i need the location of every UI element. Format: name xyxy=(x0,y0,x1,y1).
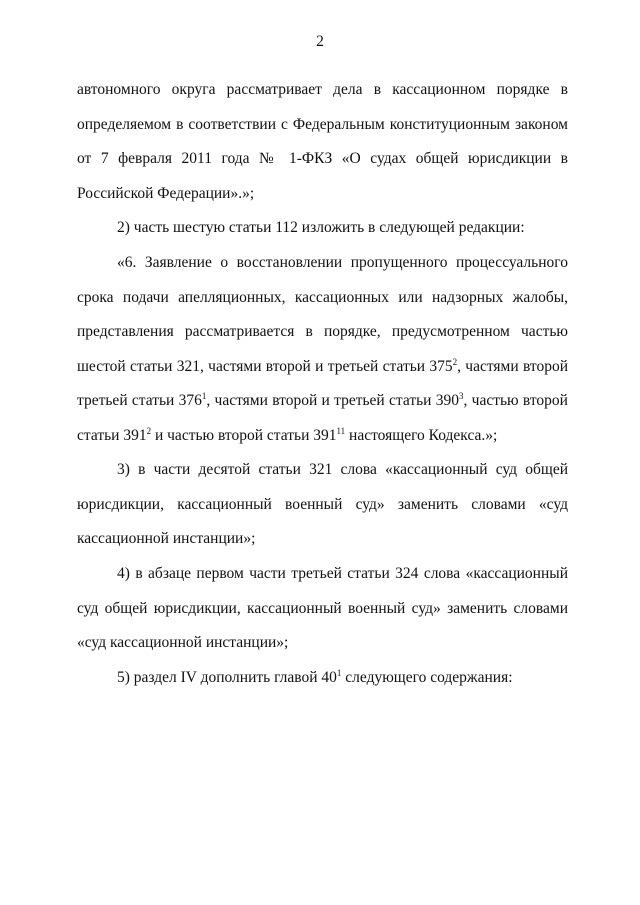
paragraph-line: кассационной инстанции»; xyxy=(77,530,256,547)
paragraph-4 xyxy=(77,453,568,557)
paragraph-line: «6. Заявление о восстановлении пропущенного процессуального xyxy=(117,254,568,271)
superscript: 1 xyxy=(336,668,342,678)
paragraph-line: от 7 февраля 2011 года № 1-ФКЗ «О судах общей юрисдикции в xyxy=(77,150,568,167)
paragraph-3 xyxy=(77,246,568,453)
text-segment: , частью второй xyxy=(463,392,568,409)
paragraph-line xyxy=(77,350,568,385)
paragraph-line: 3) в части десятой статьи 321 слова «кассационный суд общей xyxy=(117,461,568,478)
text-segment: статьи 391 xyxy=(77,426,147,444)
text-segment: , частями второй xyxy=(457,357,568,375)
paragraph-line: 2) часть шестую статьи 112 изложить в следующей редакции: xyxy=(117,219,525,236)
paragraph-1 xyxy=(77,73,568,211)
superscript: 2 xyxy=(452,356,458,367)
superscript: 2 xyxy=(146,425,152,436)
page-number: 2 xyxy=(316,33,324,50)
paragraph-6 xyxy=(77,661,568,696)
text-segment: настоящего Кодекса.»; xyxy=(345,426,498,444)
paragraph-2 xyxy=(77,211,568,246)
paragraph-line: «суд кассационной инстанции»; xyxy=(77,634,289,651)
paragraph-line: представления рассматривается в порядке, предусмотренном частью xyxy=(77,323,568,340)
paragraph-line xyxy=(77,419,568,454)
superscript: 11 xyxy=(336,425,346,436)
paragraph-line xyxy=(77,661,568,696)
text-segment: , частями второй и третьей статьи 390 xyxy=(206,392,459,409)
superscript: 3 xyxy=(459,391,464,401)
text-segment: и частью второй статьи 391 xyxy=(151,426,337,444)
paragraph-line: срока подачи апелляционных, кассационных или надзорных жалобы, xyxy=(77,288,568,306)
text-segment: третьей статьи 376 xyxy=(77,392,202,409)
superscript: 1 xyxy=(201,391,207,401)
paragraph-line: 4) в абзаце первом части третьей статьи 324 слова «кассационный xyxy=(117,565,568,582)
paragraph-5 xyxy=(77,557,568,661)
text-segment: следующего содержания: xyxy=(341,669,513,686)
paragraph-line: суд общей юрисдикции, кассационный военный суд» заменить словами xyxy=(77,599,568,617)
paragraph-line: юрисдикции, кассационный военный суд» заменить словами «суд xyxy=(77,495,568,513)
paragraph-line: Российской Федерации».»; xyxy=(77,184,255,202)
paragraph-line xyxy=(77,384,568,419)
paragraph-line: определяемом в соответствии с Федеральным конституционным законом xyxy=(77,115,568,133)
paragraph-line: автономного округа рассматривает дела в кассационном порядке в xyxy=(77,81,568,98)
text-segment: 5) раздел IV дополнить главой 40 xyxy=(117,669,337,686)
text-segment: шестой статьи 321, частями второй и третьей статьи 375 xyxy=(77,357,453,375)
